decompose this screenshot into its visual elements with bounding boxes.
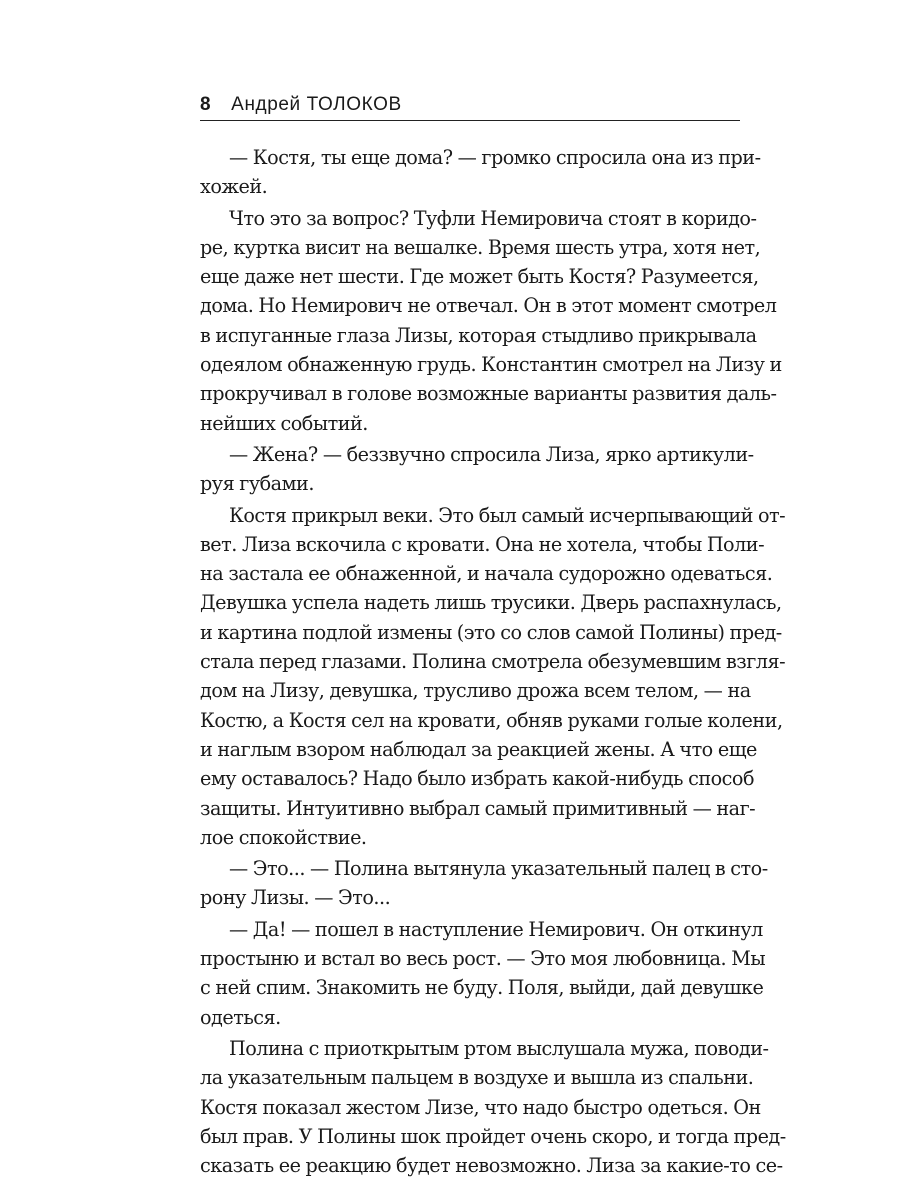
text-line: ему оставалось? Надо было избрать какой-нибудь способ [200,767,755,791]
text-line: с ней спим. Знакомить не буду. Поля, выйди, дай девушке [200,976,764,1000]
text-line: на застала ее обнаженной, и начала судорожно одеваться. [200,562,773,586]
paragraph [200,501,786,853]
text-line: Девушка успела надеть лишь трусики. Дверь распахнулась, [200,591,782,615]
paragraph [200,440,754,499]
paragraph [200,143,761,202]
author-name: Андрей ТОЛОКОВ [231,94,402,115]
text-line: рону Лизы. — Это... [200,886,391,910]
paragraph [200,854,768,913]
text-line: Костя прикрыл веки. Это был самый исчерпывающий от- [229,503,786,527]
text-line: и картина подлой измены (это со слов самой Полины) пред- [200,620,782,644]
text-line: — Да! — пошел в наступление Немирович. Он откинул [229,917,763,941]
text-line: нейших событий. [200,411,368,435]
text-line: хожей. [200,175,268,199]
paragraph [200,204,782,438]
body-text [200,143,786,1182]
text-line: Полина с приоткрытым ртом выслушала мужа, поводи- [229,1036,769,1060]
text-line: — Костя, ты еще дома? — громко спросила она из при- [229,146,761,169]
text-line: защиты. Интуитивно выбрал самый примитивный — наг- [200,796,756,820]
paragraph [200,1034,786,1180]
text-line: стала перед глазами. Полина смотрела обезумевшим взгля- [200,650,786,674]
text-line: — Жена? — беззвучно спросила Лиза, ярко артикули- [229,442,754,466]
text-line: вет. Лиза вскочила с кровати. Она не хотела, чтобы Поли- [200,532,765,556]
text-line: — Это... — Полина вытянула указательный палец в сто- [229,857,768,881]
text-line: одеялом обнаженную грудь. Константин смотрел на Лизу и [200,353,782,377]
text-line: был прав. У Полины шок пройдет очень скоро, и тогда пред- [200,1124,786,1148]
text-line: лое спокойствие. [200,825,367,849]
text-line: Что это за вопрос? Туфли Немировича стоят в коридо- [229,206,757,230]
paragraph [200,915,766,1032]
text-line: в испуганные глаза Лизы, которая стыдливо прикрывала [200,323,757,347]
text-line: Костю, а Костя сел на кровати, обняв руками голые колени, [200,708,783,732]
running-head [200,94,740,121]
text-line: еще даже нет шести. Где может быть Костя? Разумеется, [200,265,759,289]
text-line: и наглым взором наблюдал за реакцией жены. А что еще [200,737,757,761]
text-line: ла указательным пальцем в воздухе и вышла из спальни. [200,1066,754,1090]
text-line: простыню и встал во весь рост. — Это моя любовница. Мы [200,947,766,971]
text-line: одеться. [200,1005,281,1029]
text-line: Костя показал жестом Лизе, что надо быстро одеться. Он [200,1095,761,1119]
text-line: руя губами. [200,472,314,496]
text-line: ре, куртка висит на вешалке. Время шесть утра, хотя нет, [200,235,761,259]
text-line: дома. Но Немирович не отвечал. Он в этот момент смотрел [200,294,777,318]
text-line: дом на Лизу, девушка, трусливо дрожа всем телом, — на [200,679,751,703]
text-line: прокручивал в голове возможные варианты развития даль- [200,382,777,406]
page-number: 8 [200,94,212,115]
text-line: сказать ее реакцию будет невозможно. Лиза за какие-то се- [200,1154,783,1178]
